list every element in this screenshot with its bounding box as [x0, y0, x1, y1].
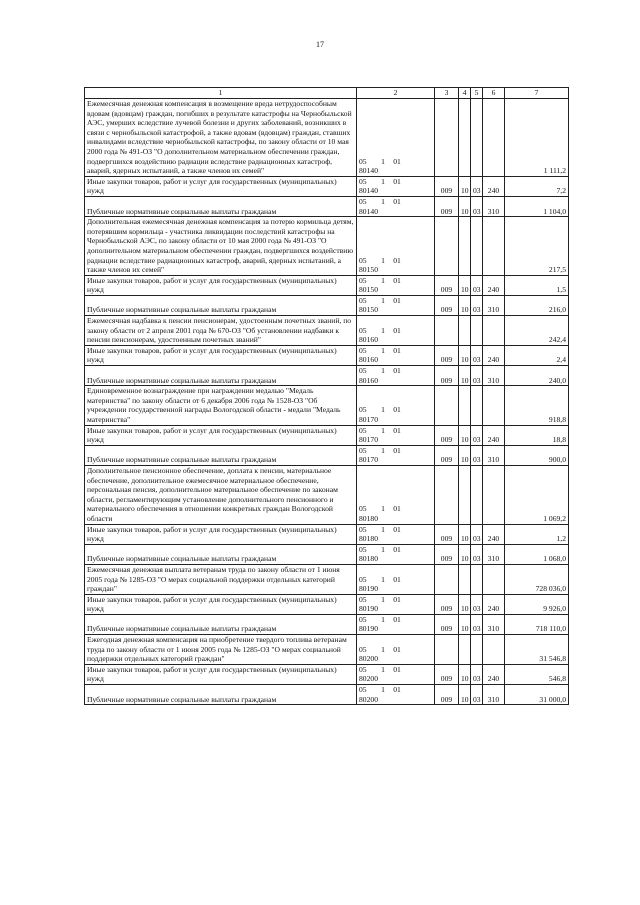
row-target-article	[357, 176, 435, 196]
row-section-code	[459, 217, 471, 276]
row-name: Публичные нормативные социальные выплаты гражданам	[85, 685, 357, 705]
row-target-article	[357, 594, 435, 614]
row-section-code: 10	[459, 594, 471, 614]
row-subsection-code: 03	[471, 295, 483, 315]
code-subprogram: 1	[381, 614, 385, 624]
code-subprogram: 1	[381, 255, 385, 265]
code-program: 05	[359, 176, 367, 186]
code-program: 05	[359, 156, 367, 166]
table-row	[85, 635, 569, 665]
row-expense-type: 240	[483, 345, 505, 365]
row-subsection-code: 03	[471, 366, 483, 386]
table-row	[85, 217, 569, 276]
row-expense-type: 240	[483, 275, 505, 295]
row-target-article	[357, 196, 435, 216]
code-program: 05	[359, 644, 367, 654]
code-subprogram: 1	[381, 544, 385, 554]
row-amount: 7,2	[505, 176, 569, 196]
row-name: Ежемесячная денежная компенсация в возмещение вреда нетрудоспособным вдовам (вдовцам) граждан, погибших в результате катастрофы на Чернобыльской АЭС, умерших вследствие лучевой болезни и других заболеваний, возникших в связи с чернобыльской катастрофой, а также вдовам (вдовцам) граждан, ставших инвалидами вследствие чернобыльской катастрофы, по закону области от 10 мая 2000 года № 491-ОЗ "О дополнительном материальном обеспечении граждан, подвергшихся воздействию радиации вследствие радиационных катастроф, аварий, ядерных испытаний, а также членов их семей"	[85, 99, 357, 177]
row-amount: 31 546,8	[505, 635, 569, 665]
code-main-event: 01	[393, 524, 401, 534]
row-target-article	[357, 664, 435, 684]
code-program: 05	[359, 524, 367, 534]
row-amount: 1 104,0	[505, 196, 569, 216]
row-target-article	[357, 465, 435, 524]
table-row	[85, 594, 569, 614]
row-amount: 1 111,2	[505, 99, 569, 177]
row-expense-type	[483, 386, 505, 425]
code-direction: 80150	[359, 265, 378, 275]
row-ministry-code: 009	[435, 196, 459, 216]
row-expense-type: 240	[483, 664, 505, 684]
row-ministry-code: 009	[435, 275, 459, 295]
code-program: 05	[359, 366, 367, 376]
code-program: 05	[359, 685, 367, 695]
row-subsection-code: 03	[471, 425, 483, 445]
row-expense-type	[483, 99, 505, 177]
row-section-code: 10	[459, 366, 471, 386]
table-row	[85, 524, 569, 544]
row-amount: 1,2	[505, 524, 569, 544]
code-direction: 80200	[359, 654, 378, 664]
code-main-event: 01	[393, 685, 401, 695]
row-amount: 718 110,0	[505, 614, 569, 634]
row-name: Дополнительное пенсионное обеспечение, доплата к пенсии, материальное обеспечение, дополнительное ежемесячное материальное обеспечение, персональная пенсия, дополнительное материальное обеспечение по законам области, регламентирующим установление дополнительного пенсионного и материального обеспечения в отношении конкретных граждан Вологодской области	[85, 465, 357, 524]
code-main-event: 01	[393, 644, 401, 654]
row-name: Единовременное вознаграждение при награждении медалью "Медаль материнства" по закону области от 6 декабря 2006 года № 1528-ОЗ "Об учреждении государственной награды Вологодской области - медали "Медаль материнства"	[85, 386, 357, 425]
code-program: 05	[359, 504, 367, 514]
code-direction: 80140	[359, 166, 378, 176]
table-row	[85, 664, 569, 684]
row-section-code: 10	[459, 524, 471, 544]
code-program: 05	[359, 544, 367, 554]
row-ministry-code: 009	[435, 664, 459, 684]
header-col-1: 1	[85, 88, 357, 99]
table-row	[85, 386, 569, 425]
code-direction: 80170	[359, 455, 378, 465]
code-main-event: 01	[393, 255, 401, 265]
code-subprogram: 1	[381, 325, 385, 335]
row-target-article	[357, 217, 435, 276]
row-name: Дополнительная ежемесячная денежная компенсация за потерю кормильца детям, потерявшим кормильца - участника ликвидации последствий катастрофы на Чернобыльской АЭС, по закону области от 10 мая 2000 года № 491-ОЗ "О дополнительном материальном обеспечении граждан, подвергшихся воздействию радиации вследствие радиационных катастроф, аварий, ядерных испытаний, а также членов их семей"	[85, 217, 357, 276]
table-row	[85, 295, 569, 315]
code-main-event: 01	[393, 345, 401, 355]
code-program: 05	[359, 614, 367, 624]
row-target-article	[357, 99, 435, 177]
row-ministry-code: 009	[435, 366, 459, 386]
row-subsection-code	[471, 316, 483, 346]
code-main-event: 01	[393, 176, 401, 186]
row-name: Иные закупки товаров, работ и услуг для государственных (муниципальных) нужд	[85, 664, 357, 684]
header-col-5: 5	[471, 88, 483, 99]
code-program: 05	[359, 664, 367, 674]
row-name: Публичные нормативные социальные выплаты гражданам	[85, 196, 357, 216]
code-subprogram: 1	[381, 524, 385, 534]
code-direction: 80190	[359, 584, 378, 594]
row-section-code	[459, 635, 471, 665]
row-ministry-code	[435, 99, 459, 177]
row-amount: 918,8	[505, 386, 569, 425]
row-subsection-code	[471, 635, 483, 665]
row-ministry-code	[435, 316, 459, 346]
code-direction: 80190	[359, 624, 378, 634]
row-ministry-code	[435, 465, 459, 524]
row-name: Публичные нормативные социальные выплаты гражданам	[85, 445, 357, 465]
code-main-event: 01	[393, 664, 401, 674]
row-name: Ежемесячная надбавка к пенсии пенсионерам, удостоенным почетных званий, по закону области от 2 апреля 2001 года № 670-ОЗ "Об установлении надбавки к пенсии пенсионерам, удостоенным почетных званий"	[85, 316, 357, 346]
row-target-article	[357, 295, 435, 315]
code-main-event: 01	[393, 295, 401, 305]
row-ministry-code: 009	[435, 445, 459, 465]
row-amount: 240,0	[505, 366, 569, 386]
code-program: 05	[359, 345, 367, 355]
row-name: Ежегодная денежная компенсация на приобретение твердого топлива ветеранам труда по закону области от 1 июня 2005 года № 1285-ОЗ "О мерах социальной поддержки отдельных категорий граждан"	[85, 635, 357, 665]
code-direction: 80140	[359, 186, 378, 196]
row-ministry-code: 009	[435, 614, 459, 634]
row-target-article	[357, 316, 435, 346]
code-main-event: 01	[393, 156, 401, 166]
code-direction: 80180	[359, 554, 378, 564]
row-expense-type: 310	[483, 445, 505, 465]
row-section-code: 10	[459, 275, 471, 295]
row-amount: 31 000,0	[505, 685, 569, 705]
code-direction: 80140	[359, 206, 378, 216]
row-subsection-code: 03	[471, 594, 483, 614]
row-target-article	[357, 345, 435, 365]
table-row	[85, 316, 569, 346]
code-program: 05	[359, 425, 367, 435]
row-name: Публичные нормативные социальные выплаты гражданам	[85, 544, 357, 564]
code-direction: 80170	[359, 415, 378, 424]
header-col-3: 3	[435, 88, 459, 99]
row-ministry-code: 009	[435, 594, 459, 614]
code-program: 05	[359, 295, 367, 305]
code-program: 05	[359, 255, 367, 265]
row-amount: 18,8	[505, 425, 569, 445]
code-main-event: 01	[393, 445, 401, 455]
row-ministry-code: 009	[435, 295, 459, 315]
budget-table	[84, 87, 569, 705]
row-ministry-code: 009	[435, 345, 459, 365]
row-section-code	[459, 386, 471, 425]
row-subsection-code	[471, 217, 483, 276]
row-subsection-code: 03	[471, 685, 483, 705]
code-main-event: 01	[393, 614, 401, 624]
code-main-event: 01	[393, 366, 401, 376]
code-direction: 80170	[359, 435, 378, 445]
row-section-code: 10	[459, 445, 471, 465]
row-subsection-code: 03	[471, 445, 483, 465]
row-amount: 728 036,0	[505, 564, 569, 594]
code-direction: 80150	[359, 305, 378, 315]
row-subsection-code	[471, 99, 483, 177]
row-section-code: 10	[459, 176, 471, 196]
row-expense-type: 310	[483, 295, 505, 315]
code-direction: 80160	[359, 375, 378, 385]
row-section-code: 10	[459, 544, 471, 564]
row-section-code: 10	[459, 664, 471, 684]
code-program: 05	[359, 275, 367, 285]
code-main-event: 01	[393, 275, 401, 285]
row-name: Иные закупки товаров, работ и услуг для государственных (муниципальных) нужд	[85, 176, 357, 196]
row-amount: 1 068,0	[505, 544, 569, 564]
code-subprogram: 1	[381, 574, 385, 584]
code-subprogram: 1	[381, 366, 385, 376]
code-direction: 80160	[359, 335, 378, 345]
row-ministry-code: 009	[435, 524, 459, 544]
row-ministry-code: 009	[435, 544, 459, 564]
row-subsection-code	[471, 386, 483, 425]
table-row	[85, 275, 569, 295]
code-program: 05	[359, 405, 367, 415]
table-row	[85, 544, 569, 564]
row-subsection-code: 03	[471, 176, 483, 196]
code-subprogram: 1	[381, 425, 385, 435]
row-amount: 546,8	[505, 664, 569, 684]
code-direction: 80190	[359, 604, 378, 614]
row-expense-type	[483, 465, 505, 524]
row-subsection-code: 03	[471, 275, 483, 295]
row-section-code	[459, 564, 471, 594]
code-subprogram: 1	[381, 295, 385, 305]
code-program: 05	[359, 445, 367, 455]
table-row	[85, 99, 569, 177]
code-subprogram: 1	[381, 405, 385, 415]
code-direction: 80200	[359, 674, 378, 684]
code-direction: 80180	[359, 513, 378, 523]
row-expense-type	[483, 635, 505, 665]
row-section-code	[459, 465, 471, 524]
row-section-code: 10	[459, 196, 471, 216]
row-section-code: 10	[459, 295, 471, 315]
row-target-article	[357, 445, 435, 465]
row-target-article	[357, 685, 435, 705]
row-name: Публичные нормативные социальные выплаты гражданам	[85, 614, 357, 634]
table-row	[85, 176, 569, 196]
code-program: 05	[359, 196, 367, 206]
code-subprogram: 1	[381, 445, 385, 455]
row-amount: 217,5	[505, 217, 569, 276]
row-name: Публичные нормативные социальные выплаты гражданам	[85, 366, 357, 386]
code-main-event: 01	[393, 325, 401, 335]
row-expense-type: 310	[483, 544, 505, 564]
row-expense-type: 310	[483, 366, 505, 386]
code-main-event: 01	[393, 594, 401, 604]
row-expense-type	[483, 217, 505, 276]
row-section-code	[459, 99, 471, 177]
code-program: 05	[359, 574, 367, 584]
table-row	[85, 465, 569, 524]
code-main-event: 01	[393, 544, 401, 554]
row-subsection-code: 03	[471, 345, 483, 365]
code-subprogram: 1	[381, 644, 385, 654]
code-subprogram: 1	[381, 685, 385, 695]
header-col-6: 6	[483, 88, 505, 99]
code-subprogram: 1	[381, 156, 385, 166]
code-subprogram: 1	[381, 275, 385, 285]
row-amount: 242,4	[505, 316, 569, 346]
row-name: Иные закупки товаров, работ и услуг для государственных (муниципальных) нужд	[85, 345, 357, 365]
row-amount: 9 926,0	[505, 594, 569, 614]
table-row	[85, 614, 569, 634]
code-direction: 80160	[359, 355, 378, 365]
code-subprogram: 1	[381, 594, 385, 604]
row-subsection-code: 03	[471, 196, 483, 216]
row-target-article	[357, 524, 435, 544]
code-main-event: 01	[393, 405, 401, 415]
row-subsection-code	[471, 465, 483, 524]
row-name: Иные закупки товаров, работ и услуг для государственных (муниципальных) нужд	[85, 275, 357, 295]
table-row	[85, 564, 569, 594]
row-section-code	[459, 316, 471, 346]
code-subprogram: 1	[381, 345, 385, 355]
row-expense-type: 310	[483, 685, 505, 705]
row-target-article	[357, 614, 435, 634]
row-amount: 1 069,2	[505, 465, 569, 524]
row-target-article	[357, 544, 435, 564]
row-expense-type: 240	[483, 594, 505, 614]
header-col-2: 2	[357, 88, 435, 99]
page-number: 17	[316, 40, 324, 49]
row-ministry-code: 009	[435, 425, 459, 445]
row-section-code: 10	[459, 614, 471, 634]
code-subprogram: 1	[381, 196, 385, 206]
row-name: Ежемесячная денежная выплата ветеранам труда по закону области от 1 июня 2005 года № 1285-ОЗ "О мерах социальной поддержки отдельных категорий граждан"	[85, 564, 357, 594]
row-expense-type	[483, 316, 505, 346]
row-ministry-code	[435, 635, 459, 665]
row-expense-type: 240	[483, 425, 505, 445]
code-main-event: 01	[393, 196, 401, 206]
row-name: Иные закупки товаров, работ и услуг для государственных (муниципальных) нужд	[85, 425, 357, 445]
code-subprogram: 1	[381, 664, 385, 674]
row-target-article	[357, 635, 435, 665]
table-row	[85, 425, 569, 445]
row-section-code: 10	[459, 425, 471, 445]
row-expense-type: 310	[483, 614, 505, 634]
row-name: Иные закупки товаров, работ и услуг для государственных (муниципальных) нужд	[85, 524, 357, 544]
code-main-event: 01	[393, 504, 401, 514]
row-section-code: 10	[459, 685, 471, 705]
row-amount: 2,4	[505, 345, 569, 365]
row-subsection-code: 03	[471, 614, 483, 634]
row-subsection-code: 03	[471, 544, 483, 564]
row-target-article	[357, 425, 435, 445]
code-main-event: 01	[393, 574, 401, 584]
row-subsection-code: 03	[471, 524, 483, 544]
header-row	[85, 88, 569, 99]
table-row	[85, 445, 569, 465]
code-program: 05	[359, 594, 367, 604]
code-direction: 80180	[359, 534, 378, 544]
header-col-7: 7	[505, 88, 569, 99]
row-expense-type: 310	[483, 196, 505, 216]
row-expense-type: 240	[483, 524, 505, 544]
code-direction: 80150	[359, 285, 378, 295]
row-target-article	[357, 386, 435, 425]
row-ministry-code: 009	[435, 685, 459, 705]
row-section-code: 10	[459, 345, 471, 365]
row-subsection-code	[471, 564, 483, 594]
row-ministry-code	[435, 564, 459, 594]
code-direction: 80200	[359, 694, 378, 704]
row-ministry-code	[435, 217, 459, 276]
row-amount: 216,0	[505, 295, 569, 315]
code-subprogram: 1	[381, 504, 385, 514]
table-row	[85, 196, 569, 216]
code-program: 05	[359, 325, 367, 335]
row-target-article	[357, 366, 435, 386]
row-ministry-code: 009	[435, 176, 459, 196]
table-row	[85, 685, 569, 705]
row-target-article	[357, 564, 435, 594]
row-expense-type	[483, 564, 505, 594]
row-subsection-code: 03	[471, 664, 483, 684]
header-col-4: 4	[459, 88, 471, 99]
table-row	[85, 345, 569, 365]
row-target-article	[357, 275, 435, 295]
row-amount: 1,5	[505, 275, 569, 295]
row-amount: 900,0	[505, 445, 569, 465]
row-ministry-code	[435, 386, 459, 425]
row-name: Иные закупки товаров, работ и услуг для государственных (муниципальных) нужд	[85, 594, 357, 614]
row-expense-type: 240	[483, 176, 505, 196]
code-main-event: 01	[393, 425, 401, 435]
code-subprogram: 1	[381, 176, 385, 186]
row-name: Публичные нормативные социальные выплаты гражданам	[85, 295, 357, 315]
table-row	[85, 366, 569, 386]
